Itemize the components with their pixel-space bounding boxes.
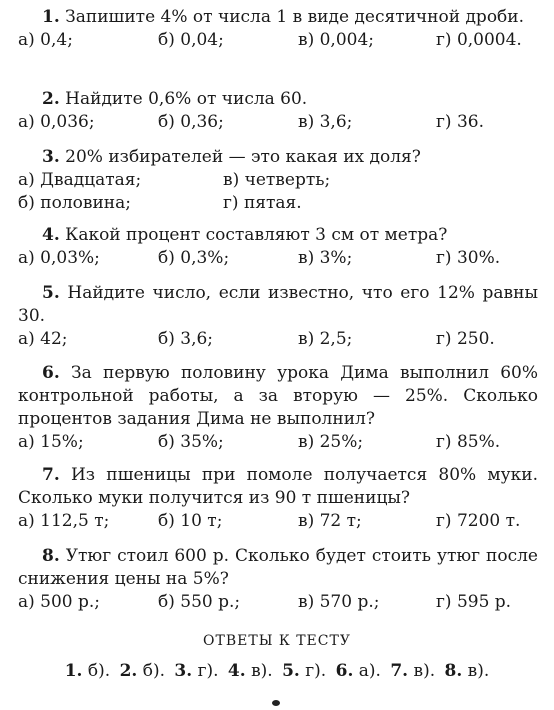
option-d: г) 0,0004. [436, 30, 522, 50]
question-5 [18, 282, 538, 351]
question-number: 7. [42, 465, 60, 485]
question-number: 4. [42, 225, 60, 245]
answer-options [18, 431, 538, 454]
question-text: За первую половину урока Дима выполнил 60% контрольной работы, а за вторую — 25%. Сколько процентов задания Дима не выполнил? [18, 363, 538, 429]
answer-item: 7. в). [390, 661, 436, 681]
question-number: 3. [42, 147, 60, 167]
answer-options [18, 247, 538, 270]
option-a: а) 42; [18, 329, 68, 349]
question-2 [18, 88, 538, 134]
question-text: Запишите 4% от числа 1 в виде десятичной дроби. [65, 7, 525, 27]
answer-options [18, 111, 538, 134]
question-number: 6. [42, 363, 60, 383]
question-number: 2. [42, 89, 60, 109]
option-c: в) 2,5; [298, 329, 353, 349]
option-d: г) 85%. [436, 432, 501, 452]
question-7 [18, 464, 538, 533]
option-a: а) 0,03%; [18, 248, 100, 268]
option-c: в) 72 т; [298, 511, 362, 531]
option-a: а) 500 р.; [18, 592, 101, 612]
question-4 [18, 224, 538, 270]
option-b: б) 0,04; [158, 30, 224, 50]
option-b: б) 0,36; [158, 112, 224, 132]
option-a: а) 112,5 т; [18, 511, 110, 531]
answer-options [18, 510, 538, 533]
option-d: г) 36. [436, 112, 484, 132]
option-a: а) 0,4; [18, 30, 73, 50]
answer-item: 4. в). [227, 661, 273, 681]
answer-item: 6. а). [335, 661, 381, 681]
option-c: в) 0,004; [298, 30, 375, 50]
option-a: а) 15%; [18, 432, 84, 452]
option-b: б) 10 т; [158, 511, 223, 531]
page-mark [272, 700, 280, 706]
option-c: в) 25%; [298, 432, 364, 452]
question-8 [18, 545, 538, 614]
question-number: 5. [42, 283, 60, 303]
answer-item: 8. в). [444, 661, 490, 681]
option-d: г) пятая. [223, 193, 302, 213]
question-text: 20% избирателей — это какая их доля? [65, 147, 421, 167]
question-text: Из пшеницы при помоле получается 80% муки. Сколько муки получится из 90 т пшеницы? [18, 465, 539, 508]
question-number: 1. [42, 7, 60, 27]
question-3 [18, 146, 538, 215]
answer-options [18, 591, 538, 614]
option-d: г) 30%. [436, 248, 501, 268]
option-d: г) 250. [436, 329, 495, 349]
option-c: в) 3%; [298, 248, 353, 268]
option-c: в) 570 р.; [298, 592, 380, 612]
question-text: Утюг стоил 600 р. Сколько будет стоить утюг после снижения цены на 5%? [18, 546, 538, 589]
answer-item: 5. г). [282, 661, 327, 681]
option-b: б) 0,3%; [158, 248, 230, 268]
answer-options [18, 29, 538, 52]
question-1 [18, 6, 538, 52]
answer-options [18, 328, 538, 351]
question-text: Найдите 0,6% от числа 60. [65, 89, 308, 109]
answer-options [18, 169, 538, 215]
option-c: в) 3,6; [298, 112, 353, 132]
question-6 [18, 362, 538, 454]
option-b: б) 35%; [158, 432, 224, 452]
option-a: а) Двадцатая; [18, 170, 142, 190]
question-text: Найдите число, если известно, что его 12% равны 30. [18, 283, 538, 326]
option-b: б) 3,6; [158, 329, 214, 349]
option-c: в) четверть; [223, 170, 331, 190]
option-d: г) 595 р. [436, 592, 512, 612]
answers-heading: ОТВЕТЫ К ТЕСТУ [203, 633, 351, 649]
option-a: а) 0,036; [18, 112, 95, 132]
option-b: б) половина; [18, 193, 131, 213]
answer-item: 1. б). [64, 661, 111, 681]
question-text: Какой процент составляют 3 см от метра? [65, 225, 448, 245]
question-number: 8. [42, 546, 60, 566]
answer-item: 2. б). [119, 661, 165, 681]
option-d: г) 7200 т. [436, 511, 521, 531]
answers-key [0, 661, 554, 681]
option-b: б) 550 р.; [158, 592, 241, 612]
answer-item: 3. г). [174, 661, 219, 681]
